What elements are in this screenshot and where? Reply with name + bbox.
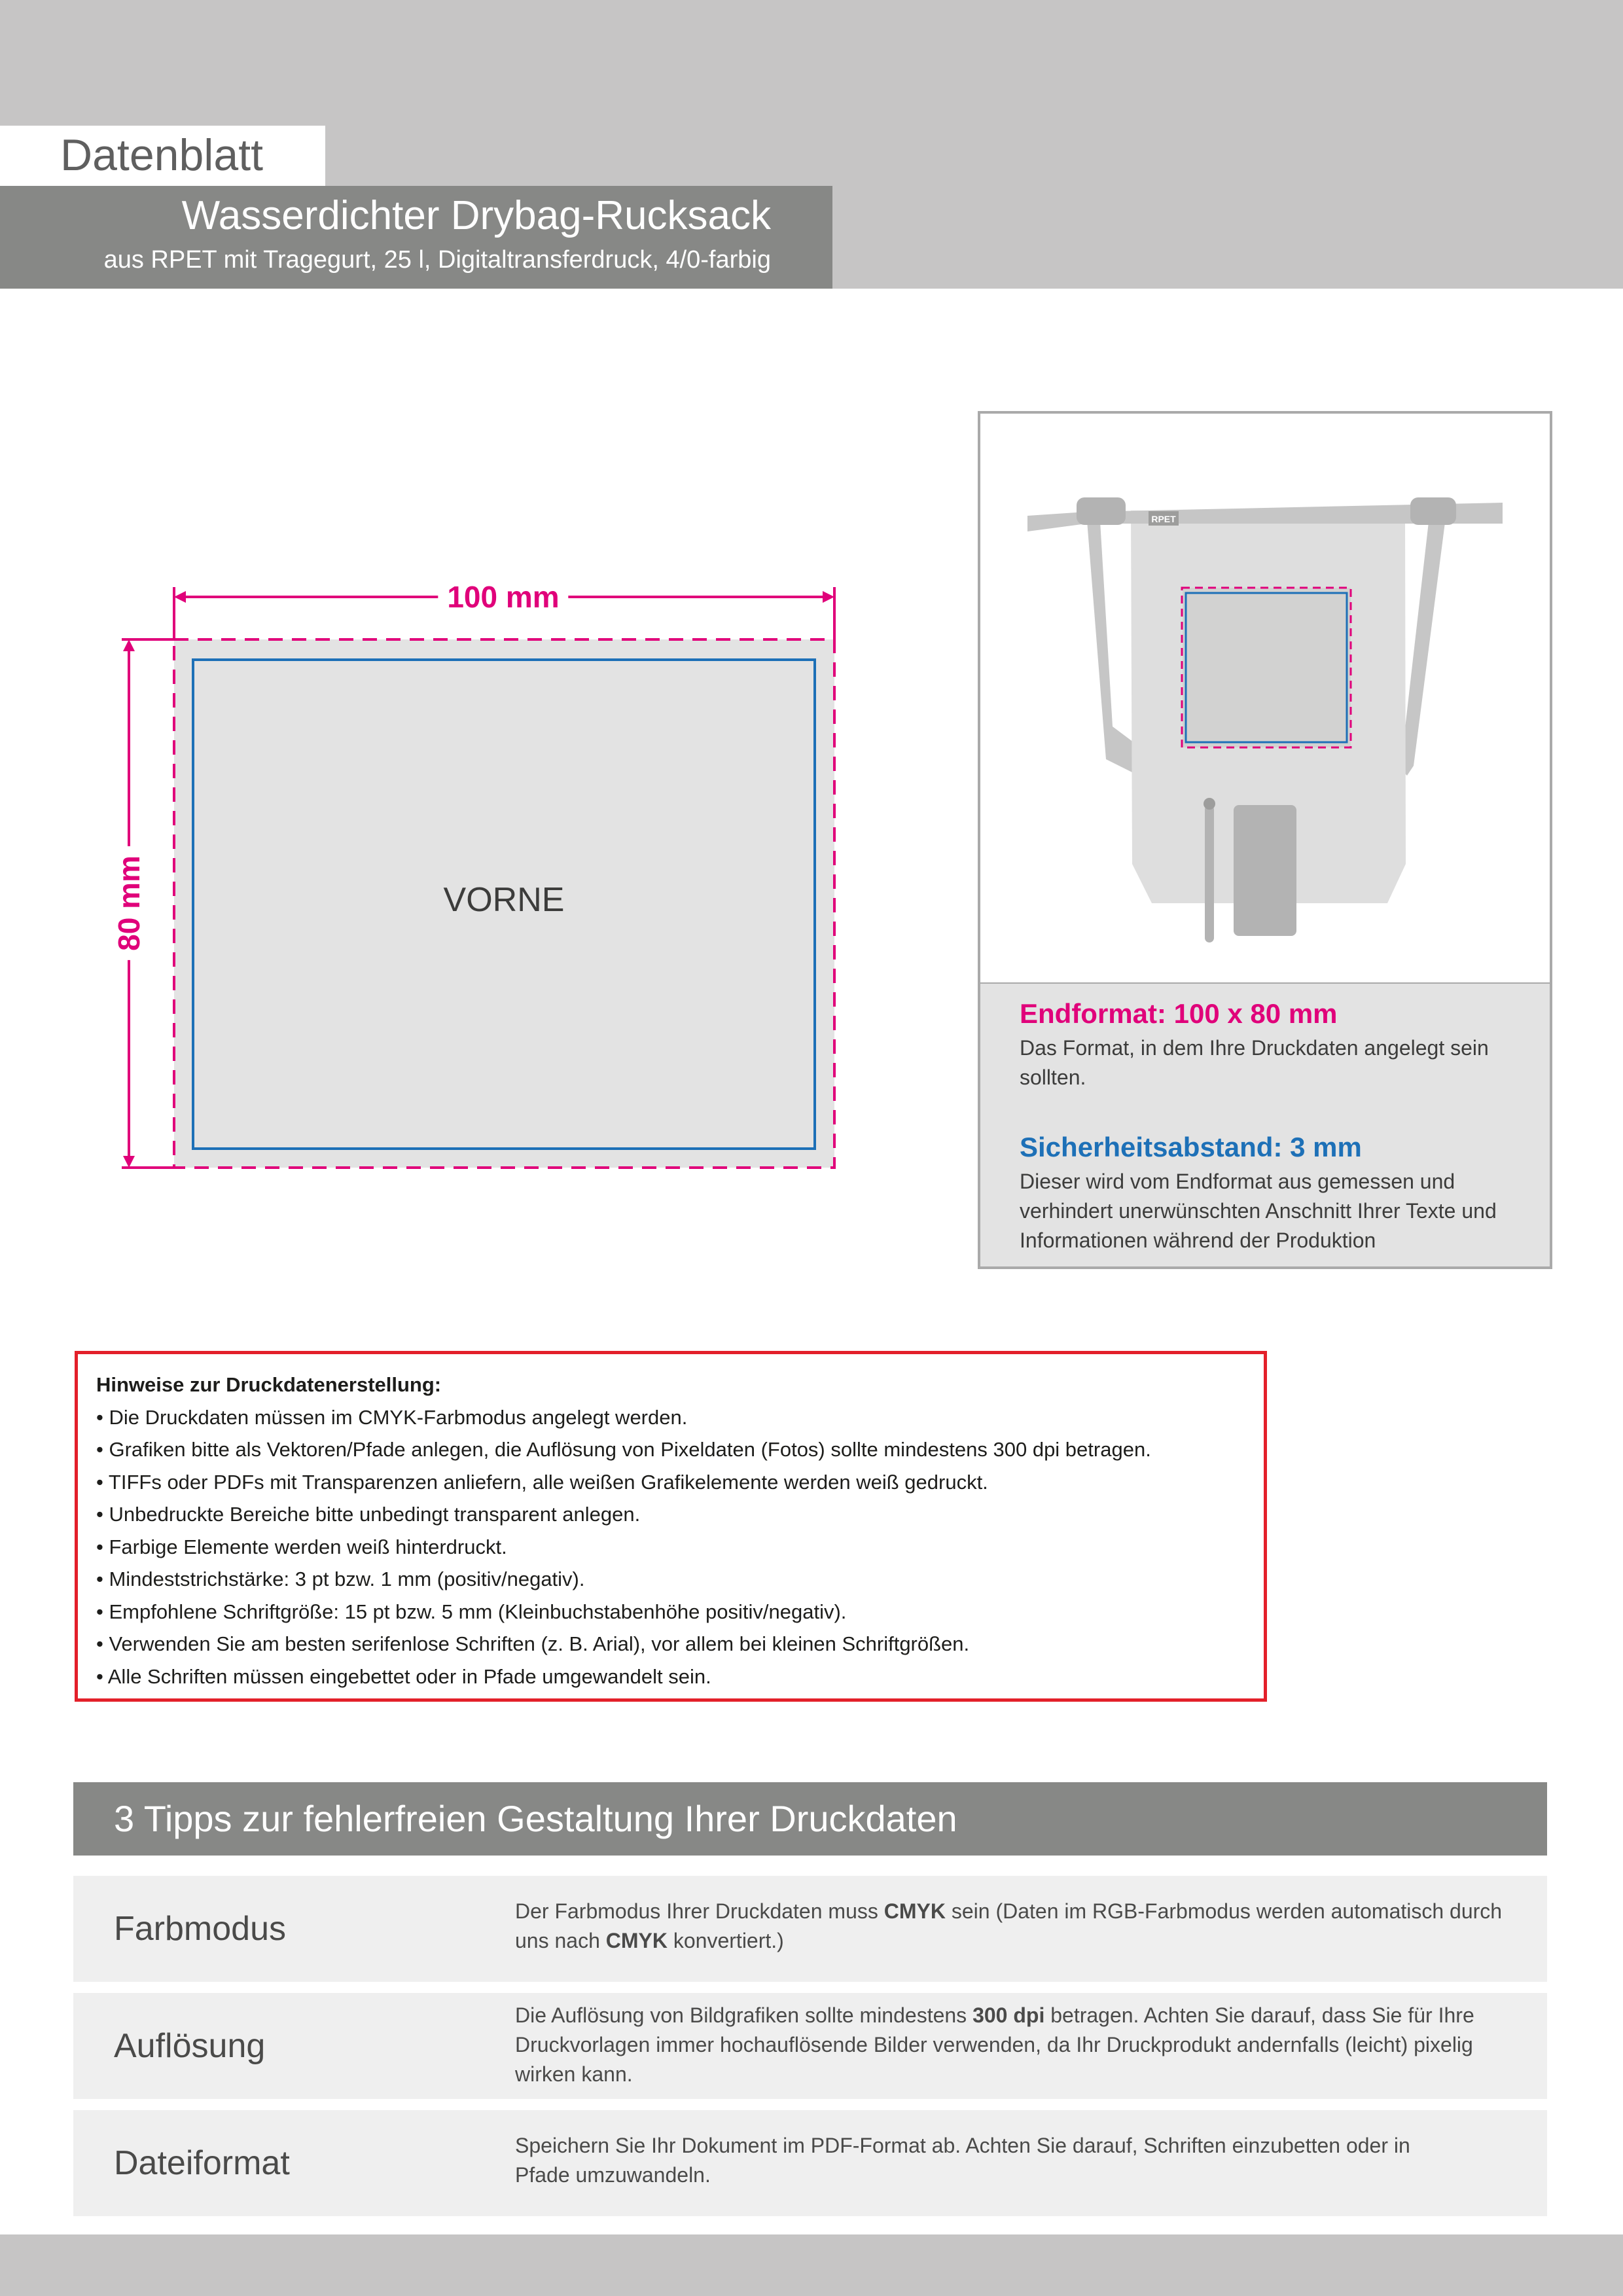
print-notes-box: [75, 1351, 1267, 1702]
tip-row-farbmodus: [73, 1876, 1547, 1982]
safety-title: Sicherheitsabstand: 3 mm: [1020, 1132, 1362, 1162]
zipper-pull: [1204, 798, 1215, 810]
tip-text: sein (Daten im RGB-Farbmodus werden automatisch durch uns nach: [515, 1899, 1503, 1952]
tip-description: Speichern Sie Ihr Dokument im PDF-Format ab. Achten Sie darauf, Schriften einzubetten oder in Pfade umzuwandeln.: [515, 2134, 1410, 2187]
tips-header-text: 3 Tipps zur fehlerfreien Gestaltung Ihrer Druckdaten: [114, 1798, 957, 1839]
note-item: • Unbedruckte Bereiche bitte unbedingt transparent anlegen.: [96, 1503, 641, 1526]
bag-print-area: [1183, 588, 1351, 747]
tips-header: [73, 1782, 1547, 1856]
safety-text: Dieser wird vom Endformat aus gemessen und verhindert unerwünschten Anschnitt Ihrer Texte und Informationen während der Produktion: [1020, 1170, 1497, 1252]
tip-label: Auflösung: [114, 2027, 266, 2065]
tip-description: [515, 1897, 1536, 1956]
note-item: • Alle Schriften müssen eingebettet oder in Pfade umgewandelt sein.: [96, 1664, 711, 1688]
notes-title: Hinweise zur Druckdatenerstellung:: [96, 1373, 442, 1396]
tip-text: Der Farbmodus Ihrer Druckdaten muss: [515, 1899, 884, 1923]
tip-emphasis: 300 dpi: [972, 2003, 1045, 2027]
tip-label: Farbmodus: [114, 1910, 286, 1948]
endformat-title: Endformat: 100 x 80 mm: [1020, 998, 1338, 1029]
datasheet-label: Datenblatt: [60, 130, 263, 180]
note-item: • Verwenden Sie am besten serifenlose Schriften (z. B. Arial), vor allem bei kleinen Schriftgrößen.: [96, 1632, 970, 1655]
note-item: • Grafiken bitte als Vektoren/Pfade anlegen, die Auflösung von Pixeldaten (Fotos) sollte mindestens 300 dpi betragen.: [96, 1438, 1151, 1461]
side-label: VORNE: [443, 881, 565, 919]
tip-row-dateiformat: [73, 2110, 1547, 2216]
note-item: • Empfohlene Schriftgröße: 15 pt bzw. 5 mm (Kleinbuchstabenhöhe positiv/negativ).: [96, 1600, 847, 1623]
note-item: • Die Druckdaten müssen im CMYK-Farbmodus angelegt werden.: [96, 1405, 688, 1429]
rpet-badge-text: RPET: [1151, 514, 1176, 524]
buckle-right: [1410, 497, 1456, 525]
tip-description: [515, 2001, 1536, 2089]
height-label: 80 mm: [111, 846, 147, 960]
tip-emphasis: CMYK: [605, 1929, 668, 1952]
bag-window: [1234, 805, 1296, 936]
product-title: Wasserdichter Drybag-Rucksack: [181, 193, 771, 238]
width-label: 100 mm: [438, 579, 568, 615]
tip-emphasis: CMYK: [883, 1899, 946, 1923]
tip-text: Die Auflösung von Bildgrafiken sollte mindestens: [515, 2003, 973, 2027]
note-item: • Farbige Elemente werden weiß hinterdruckt.: [96, 1535, 507, 1558]
note-item: • Mindeststrichstärke: 3 pt bzw. 1 mm (positiv/negativ).: [96, 1568, 585, 1590]
endformat-text: Das Format, in dem Ihre Druckdaten angelegt sein sollten.: [1020, 1036, 1489, 1089]
bag-zipper: [1205, 805, 1214, 942]
tip-label: Dateiformat: [114, 2144, 290, 2182]
legend-box: [978, 984, 1552, 1269]
note-item: • TIFFs oder PDFs mit Transparenzen anliefern, alle weißen Grafikelemente werden weiß gedruckt.: [96, 1470, 988, 1494]
tip-row-aufloesung: [73, 1993, 1547, 2099]
bottom-band: [0, 2234, 1623, 2296]
tip-text: konvertiert.): [667, 1929, 784, 1952]
product-subtitle: aus RPET mit Tragegurt, 25 l, Digitaltransferdruck, 4/0-farbig: [103, 246, 771, 274]
tip-text: betragen. Achten Sie darauf, dass Sie für Ihre Druckvorlagen immer hochauflösende Bilder verwenden, da Ihr Druckprodukt andernfalls (leicht) pixelig wirken kann.: [515, 2003, 1474, 2086]
buckle-left: [1077, 497, 1126, 525]
